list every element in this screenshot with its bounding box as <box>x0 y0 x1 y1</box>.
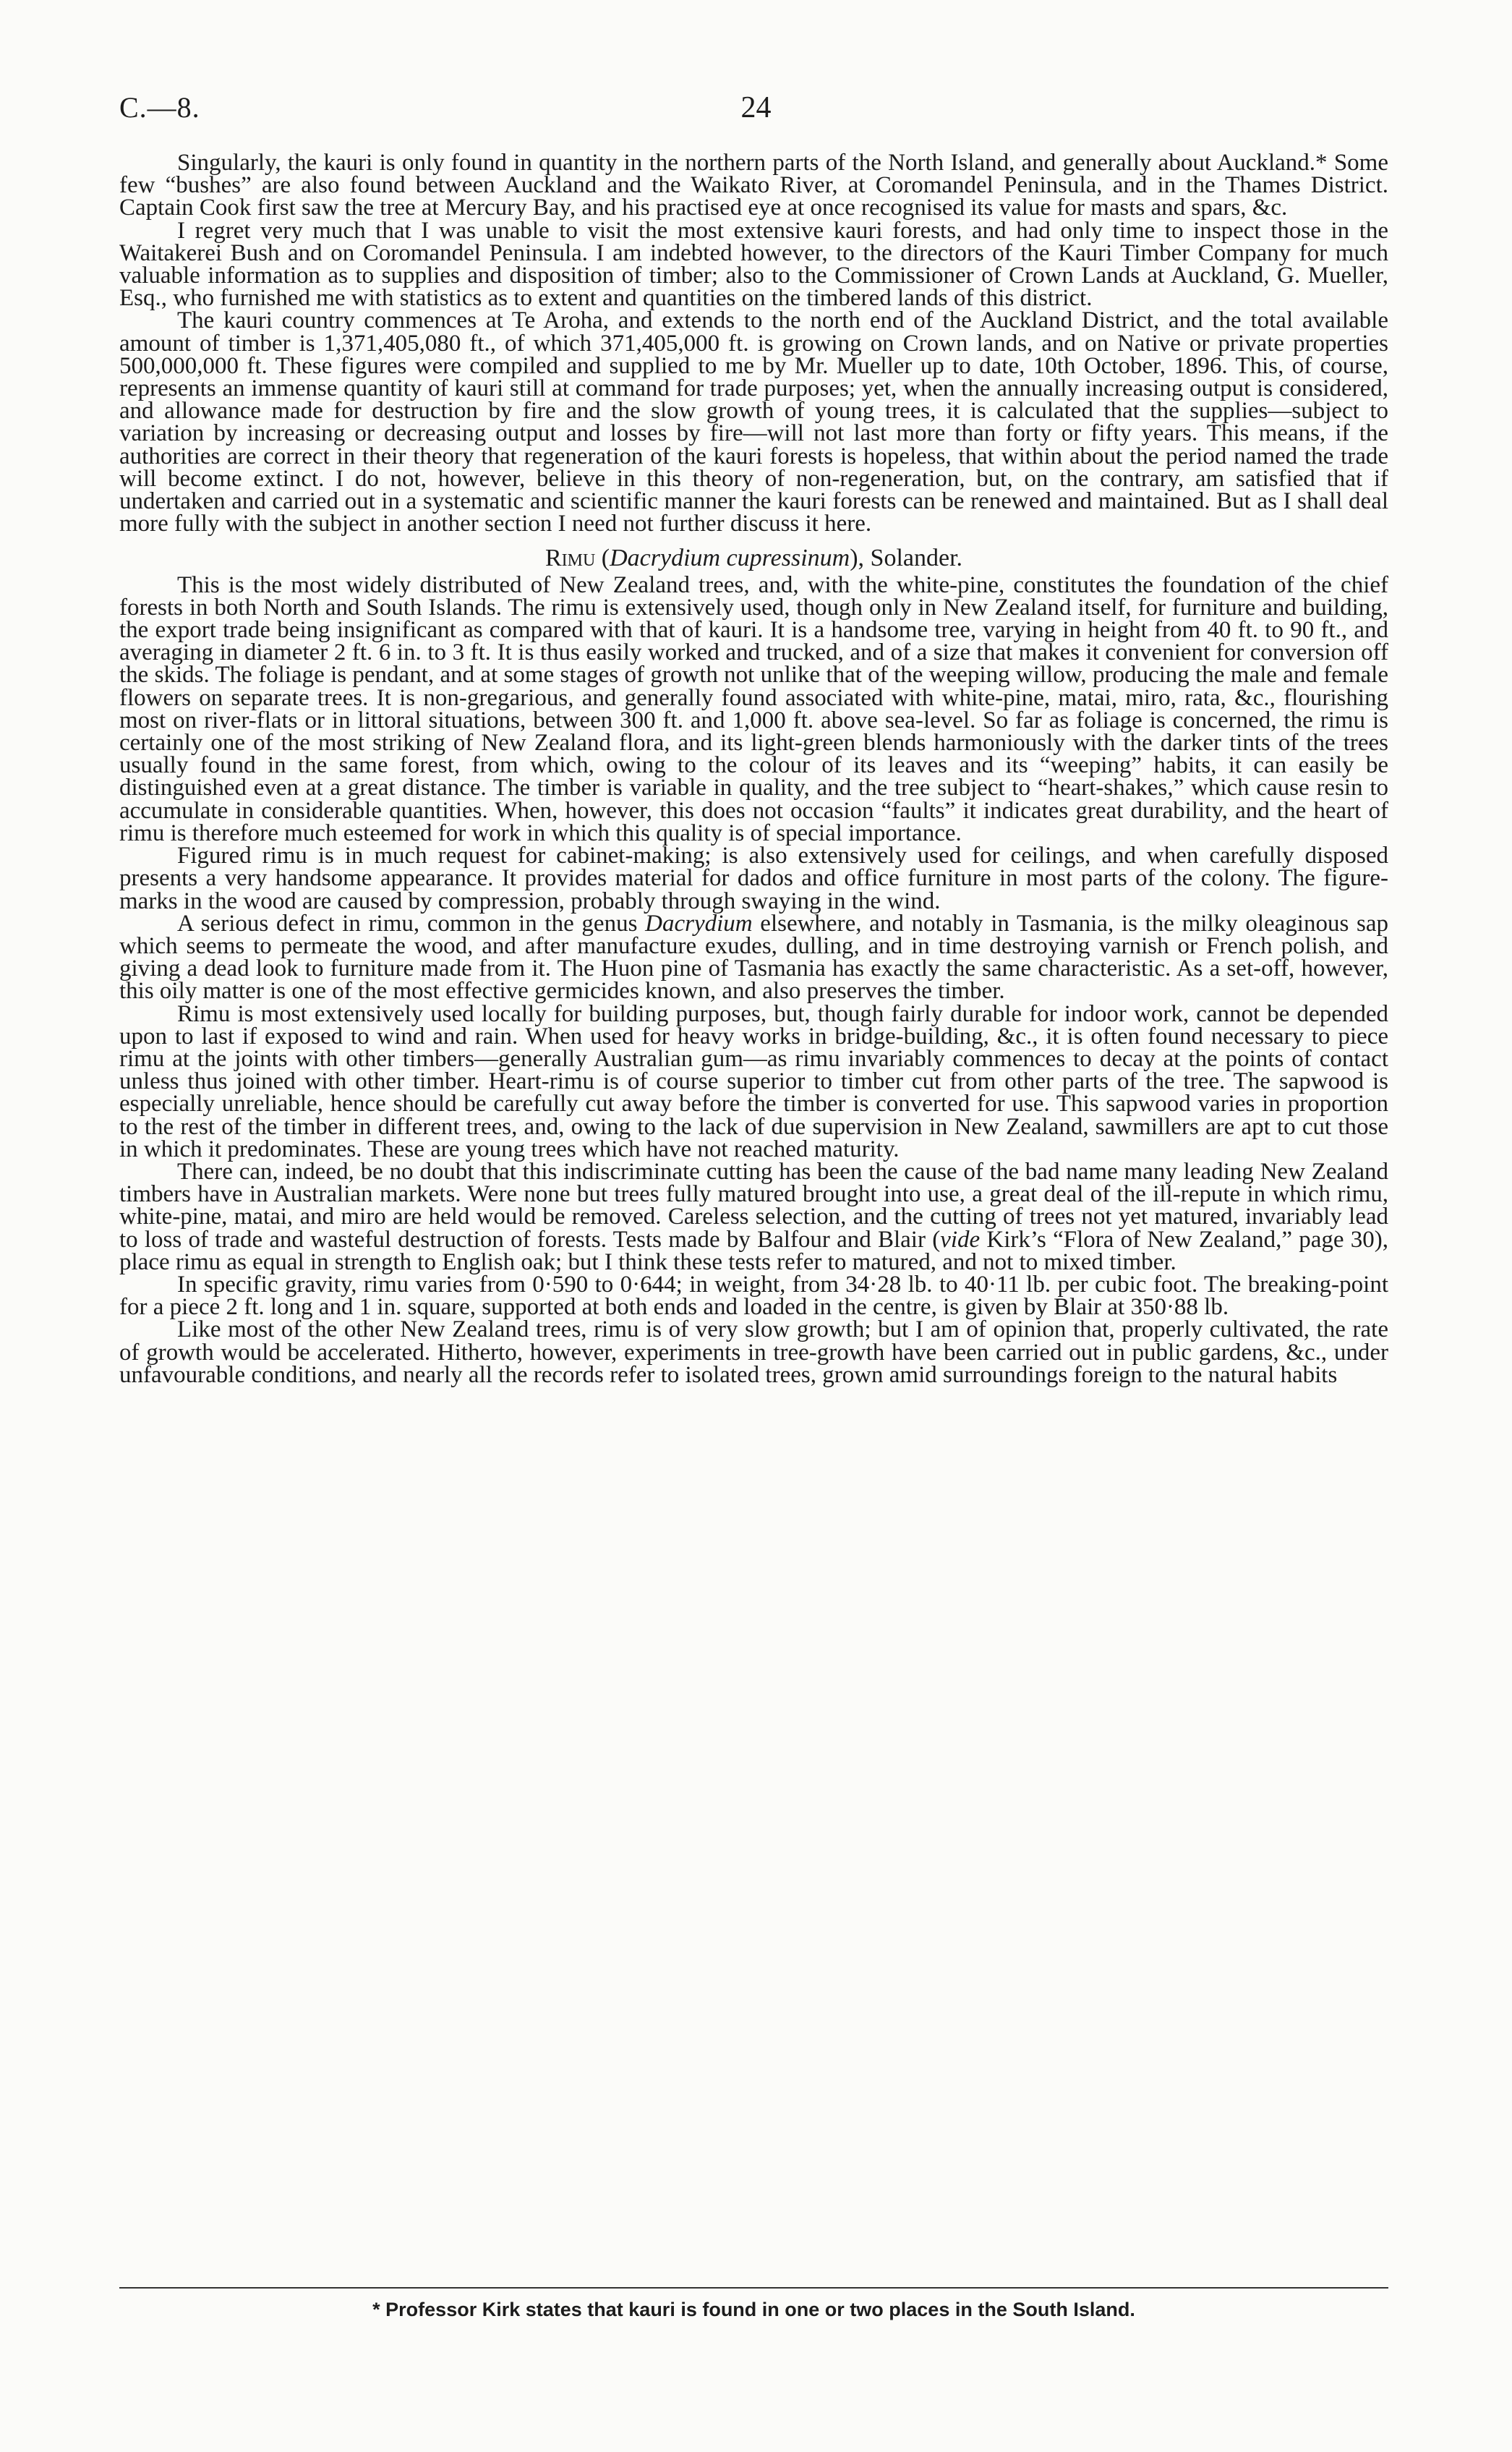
section-latin-name: Dacrydium cupressinum <box>610 545 850 572</box>
paragraph: This is the most widely distributed of New Zealand trees, and, with the white-pine, constitutes the foundation of the chief forests in both North and South Islands. The rimu is extensively used, though only in New Zealand itself, for furniture and building, the export trade being insignificant as compared with that of kauri. It is a handsome tree, varying in height from 40 ft. to 90 ft., and averaging in diameter 2 ft. 6 in. to 3 ft. It is thus easily worked and trucked, and of a size that makes it convenient for conversion off the skids. The foliage is pendant, and at some stages of growth not unlike that of the weeping willow, producing the male and female flowers on separate trees. It is non-gregarious, and generally found associated with white-pine, matai, miro, rata, &c., flourishing most on river-flats or in littoral situations, between 300 ft. and 1,000 ft. above sea-level. So far as foliage is concerned, the rimu is certainly one of the most striking of New Zealand flora, and its light-green blends harmoniously with the darker tints of the trees usually found in the same forest, from which, owing to the colour of its leaves and its “weeping” habits, it can easily be distinguished even at a great distance. The timber is variable in quality, and the tree subject to “heart-shakes,” which cause resin to accumulate in considerable quantities. When, however, this does not occasion “faults” it indicates great durability, and the heart of rimu is therefore much esteemed for work in which this quality is of special importance. <box>119 571 1388 846</box>
paragraph: The kauri country commences at Te Aroha, and extends to the north end of the Auckland District, and the total available amount of timber is 1,371,405,080 ft., of which 371,405,000 ft. is growing on Crown lands, and on Native or private properties 500,000,000 ft. These figures were compiled and supplied to me by Mr. Mueller up to date, 10th October, 1896. This, of course, represents an immense quantity of kauri still at command for trade purposes; yet, when the annually increasing output is considered, and allowance made for destruction by fire and the slow growth of young trees, it is calculated that the supplies—subject to variation by increasing or decreasing output and losses by fire—will not last more than forty or fifty years. This means, if the authorities are correct in their theory that regeneration of the kauri forests is hopeless, that within about the period named the trade will become extinct. I do not, however, believe in this theory of non-regeneration, but, on the contrary, am satisfied that if undertaken and carried out in a systematic and scientific manner the kauri forests can be renewed and maintained. But as I shall deal more fully with the subject in another section I need not further discuss it here. <box>119 307 1388 537</box>
footnote: * Professor Kirk states that kauri is found in one or two places in the South Island. <box>372 2299 1135 2320</box>
section-name: Rimu <box>544 545 596 572</box>
paragraph-text: A serious defect in rimu, common in the genus <box>177 910 646 937</box>
document-reference: C.—8. <box>119 91 200 124</box>
genus-name: Dacrydium <box>645 910 753 937</box>
paragraph: Rimu is most extensively used locally for building purposes, but, though fairly durable for indoor work, cannot be depended upon to last if exposed to wind and rain. When used for heavy works in bridge-building, &c., it is often found necessary to piece rimu at the joints with other timbers—generally Australian gum—as rimu invariably commences to decay at the points of contact unless thus joined with other timber. Heart-rimu is of course superior to timber cut from other parts of the tree. The sapwood is especially unreliable, hence should be carefully cut away before the timber is converted for use. This sapwood varies in proportion to the rest of the timber in different trees, and, owing to the lack of due supervision in New Zealand, sawmillers are apt to cut those in which it predominates. These are young trees which have not reached maturity. <box>119 1000 1388 1162</box>
paragraph-text: elsewhere, and notably in Tasmania, is the milky oleaginous sap which seems to permeate the wood, and after manufacture exudes, dulling, and in time destroying varnish or French polish, and giving a dead look to furniture made from it. The Huon pine of Tasmania has exactly the same characteristic. As a set-off, however, this oily matter is one of the most effective germicides known, and also preserves the timber. <box>119 910 1388 1005</box>
page-number: 24 <box>740 91 772 124</box>
paragraph: In specific gravity, rimu varies from 0·590 to 0·644; in weight, from 34·28 lb. to 40·11 lb. per cubic foot. The breaking-point for a piece 2 ft. long and 1 in. square, supported at both ends and loaded in the centre, is given by Blair at 350·88 lb. <box>119 1271 1388 1321</box>
footnote-rule <box>119 2287 1388 2289</box>
paragraph: I regret very much that I was unable to visit the most extensive kauri forests, and had only time to inspect those in the Waitakerei Bush and on Coromandel Peninsula. I am indebted however, to the directors of the Kauri Timber Company for much valuable information as to supplies and disposition of timber; also to the Commissioner of Crown Lands at Auckland, G. Mueller, Esq., who furnished me with statistics as to extent and quantities on the timbered lands of this district. <box>119 217 1388 312</box>
paragraph: Singularly, the kauri is only found in quantity in the northern parts of the North Island, and generally about Auckland.* Some few “bushes” are also found between Auckland and the Waikato River, at Coromandel Peninsula, and in the Thames District. Captain Cook first saw the tree at Mercury Bay, and his practised eye at once recognised its value for masts and spars, &c. <box>119 150 1388 221</box>
section-heading: Rimu (Dacrydium cupressinum), Solander. <box>544 545 963 572</box>
vide-term: vide <box>940 1226 981 1253</box>
paragraph: Like most of the other New Zealand trees, rimu is of very slow growth; but I am of opinion that, properly cultivated, the rate of growth would be accelerated. Hitherto, however, experiments in tree-growth have been carried out in public gardens, &c., under unfavourable conditions, and nearly all the records refer to isolated trees, grown amid surroundings foreign to the natural habits <box>119 1316 1388 1388</box>
section-authority: ), Solander. <box>850 545 963 572</box>
paragraph <box>119 910 1388 1005</box>
body-text <box>119 152 1388 1387</box>
paragraph-text: There can, indeed, be no doubt that this indiscriminate cutting has been the cause of the bad name many leading New Zealand timbers have in Australian markets. Were none but trees fully matured brought into use, a great deal of the ill-repute in which rimu, white-pine, matai, and miro are held would be removed. Careless selection, and the cutting of trees not yet matured, invariably lead to loss of trade and wasteful destruction of forests. Tests made by Balfour and Blair ( <box>119 1158 1388 1253</box>
paragraph <box>119 1158 1388 1275</box>
paragraph-text: Kirk’s “Flora of New Zealand,” page 30), place rimu as equal in strength to English oak; but I think these tests refer to matured, and not to mixed timber. <box>119 1226 1388 1275</box>
paragraph: Figured rimu is in much request for cabinet-making; is also extensively used for ceilings, and when carefully disposed presents a very handsome appearance. It provides material for dados and office furniture in most parts of the colony. The figure-marks in the wood are caused by compression, probably through swaying in the wind. <box>119 843 1388 914</box>
page-header <box>119 90 1393 134</box>
